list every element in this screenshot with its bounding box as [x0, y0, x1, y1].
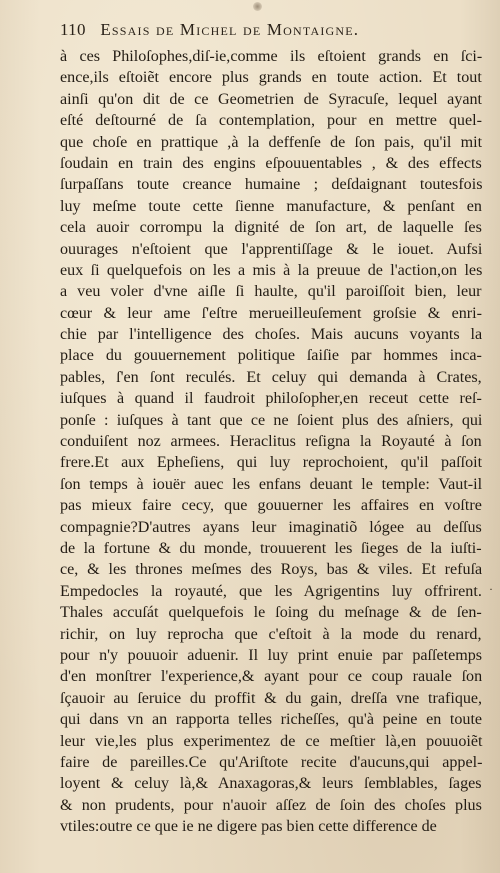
text-line: ſurpaſſans toute creance humaine ; deſdaignant toutesfois: [60, 176, 483, 194]
text-line: cœur & leur ame ſ'eſtre merueilleuſement groſsie & enri-: [60, 304, 482, 322]
text-line: pas mieux faire cecy, que gouuerner les affaires en voſtre: [60, 497, 482, 515]
margin-mark: ·: [489, 582, 493, 596]
text-line: frere.Et aux Epheſiens, qui luy reprochoient, qu'il paſſoit: [60, 454, 483, 472]
running-title: Essais de Michel de Montaigne.: [100, 20, 360, 39]
text-line: loyent & celuy là,& Anaxagoras,& leurs ſemblables, ſages: [60, 775, 482, 793]
text-line: à ces Philoſophes,diſ-ie,comme ils eſtoient grands en ſci-: [60, 48, 483, 65]
text-line: leur vie,les plus experimentez de ce meſtier là,en pouuoiẽt: [60, 732, 483, 750]
text-line: iuſques à quand il faudroit philoſopher,en receut cette reſ-: [60, 390, 482, 408]
text-line: ence,ils eſtoiẽt encore plus grands en toute action. Et tout: [60, 69, 482, 87]
text-line: a veu voler d'vne aiſle ſi haulte, qu'il paroiſſoit bien, leur: [60, 283, 482, 301]
text-line: ſon temps à iouër auec les enfans deuant le temple: Vaut-il: [60, 475, 483, 493]
text-line: eſté deſtourné de ſa contemplation, pour en mettre quel-: [60, 112, 482, 130]
text-line: place du gouuernement politique ſaiſie par hommes inca-: [60, 347, 482, 365]
ink-blot: [253, 2, 262, 11]
text-line: ce, & les thrones meſmes des Roys, bas & viles. Et refuſa: [60, 561, 483, 579]
text-line: ainſi qu'on dit de ce Geometrien de Syracuſe, lequel ayant: [60, 90, 483, 108]
text-line: qui dans vn an rapporta telles richeſſes, qu'à peine en toute: [60, 711, 483, 729]
text-line: cela auoir corrompu la dignité de ſon art, de laquelle ſes: [60, 219, 482, 237]
text-line: chie par l'intelligence des choſes. Mais aucuns voyants la: [60, 326, 483, 344]
page-number: 110: [60, 20, 86, 39]
text-line: eux ſi quelquefois on les a mis à la preuue de l'action,on les: [60, 261, 483, 279]
running-head: [60, 20, 480, 40]
text-line: pables, ſ'en ſont reculés. Et celuy qui demanda à Crates,: [60, 368, 482, 386]
text-line: luy meſme toute cette ſienne manufacture, & penſant en: [60, 197, 482, 215]
text-line: ouurages n'eſtoient que l'apprentiſſage & le iouet. Aufsi: [60, 240, 483, 258]
text-line: ſoudain en train des engins eſpouuentables , & des effects: [60, 154, 482, 172]
text-line: Thales accuſát quelquefois le ſoing du meſnage & de ſen-: [60, 604, 482, 622]
text-line: vtiles:outre ce que ie ne digere pas bien cette difference de: [60, 818, 437, 836]
text-line: & non prudents, pour n'auoir aſſez de ſoin des choſes plus: [60, 796, 482, 814]
text-line: que choſe en prattique ,à la deffenſe de ſon pais, qu'il mit: [60, 133, 483, 151]
body-text: [60, 46, 482, 837]
text-line: d'en monſtrer l'experience,& ayant pour ce coup rauale ſon: [60, 668, 483, 686]
text-line: ponſe : iuſques à tant que ce ne ſoient plus des aſniers, qui: [60, 411, 483, 429]
text-line: conduiſent noz armees. Heraclitus reſigna la Royauté à ſon: [60, 433, 482, 451]
text-line: de la fortune & du monde, trouuerent les ſieges de la iuſti-: [60, 539, 482, 557]
text-line: Empedocles la royauté, que les Agrigentins luy offrirent.: [60, 582, 482, 600]
text-line: pour n'y pouuoir aduenir. Il luy print enuie par paſſetemps: [60, 646, 483, 664]
text-line: ſçauoir au ſeruice du proffit & du gain, dreſſa vne trafique,: [60, 689, 483, 707]
text-line: compagnie?D'autres ayans leur imaginatiõ lógee au deſſus: [60, 518, 482, 536]
text-line: richir, on luy reprocha que c'eſtoit à la mode du renard,: [60, 625, 482, 643]
text-line: faire de pareilles.Ce qu'Ariſtote recite d'aucuns,qui appel-: [60, 753, 483, 771]
